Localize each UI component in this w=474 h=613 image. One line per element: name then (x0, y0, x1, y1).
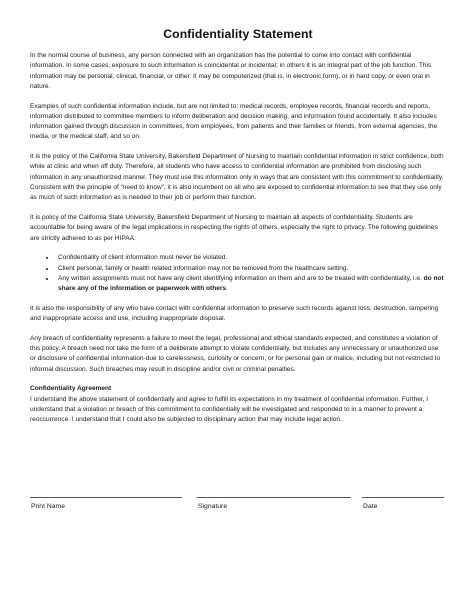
agreement-heading: Confidentiality Agreement (30, 385, 112, 393)
guidelines-list (30, 253, 446, 294)
paragraph-breach: Any breach of confidentiality represents a failure to meet the legal, professional and ethical standards expected, and constitutes a violation of this policy. A breach need not take the form of a deliberate attempt to violate confidentially, but includes any unnecessary or unauthorized use or disclosure of confidential information-due to carelessness, curiosity or concern, or for personal gain or malice, including but not restricted to informal discussion. Such breaches may result in discipline and/or civil or criminal penalties. (30, 334, 441, 373)
guideline-end: . (226, 285, 228, 293)
signature-line (197, 497, 351, 498)
paragraph-policy: It is the policy of the California State University, Bakersfield Department of Nursing to maintain confidential information in strict confidence, both while at clinic and when off duty. Therefore, all students who have access to confidential information are prohibited from disclosing such information in any unauthorized manner. They must use this information only in ways that are consistent with this commitment to confidentiality. Consistent with the principle of “need to know”, it is also incumbent on all who are exposed to confidential information to see that they use only as much of such information as is needed to their job or perform their function. (30, 153, 444, 202)
document-title: Confidentiality Statement (163, 27, 313, 41)
date-label: Date (363, 503, 378, 510)
date-field[interactable] (362, 497, 444, 510)
paragraph-responsibility: It is also the responsibility of any who have contact with confidential information to preserve such records against loss, destruction, tampering and inappropriate access and use, including inappropriate disposal. (30, 304, 439, 323)
signature-field[interactable] (197, 497, 351, 510)
guideline-item (56, 274, 446, 295)
guideline-text: Client personal, family or health related information may not be removed from the healthcare setting. (58, 264, 349, 272)
paragraph-hipaa: It is policy of the California State University, Bakersfield Department of Nursing to maintain all aspects of confidentiality. Students are accountable for being aware of the legal implications in respecting the rights of others, especially the right to privacy. The following guidelines are strictly adhered to as per HIPAA: (30, 214, 438, 242)
guideline-item (56, 253, 446, 263)
print-name-field[interactable] (30, 497, 182, 510)
print-name-label: Print Name (31, 503, 65, 510)
paragraph-examples: Examples of such confidential information include, but are not limited to: medical records, employee records, financial records and reports, information distributed to committee members to inform deliberation and decision making, and information found accidentally. It also includes information gained through discussion in committees, from employees, from patients and their families or friends, from external agencies, the media, or the medical staff, and so on. (30, 102, 438, 141)
guideline-text: Confidentiality of client information must never be violated. (58, 254, 228, 262)
date-line (362, 497, 444, 498)
agreement-text: I understand the above statement of confidentially and agree to fulfill its expectations in my treatment of confidential information. Further, I understand that a violation or breach of this commitment to confidentially will be investigated and responded to in a manner to prevent a reoccurrence. I understand that I could also be subjected to disciplinary action that may include legal action. (30, 395, 429, 424)
guideline-text: Any written assignments must not have any client identifying information on them and are to be treated with confidentiality, i.e. (58, 274, 422, 282)
guideline-emphasis: do not share any of the information or paperwork with others (58, 274, 444, 293)
guideline-item (56, 264, 446, 274)
signature-label: Signature (198, 503, 228, 510)
paragraph-intro: In the normal course of business, any person connected with an organization has the potential to come into contact with confidential information. In some cases, exposure to such information is coincidental or incidental; in others it is an integral part of the job function. This information may be personal, clinical, financial, or other. It may be computerized (that is, in electronic form), or in hard copy, or even oral in nature. (30, 52, 432, 90)
signature-block (30, 497, 444, 517)
print-name-line (30, 497, 182, 498)
